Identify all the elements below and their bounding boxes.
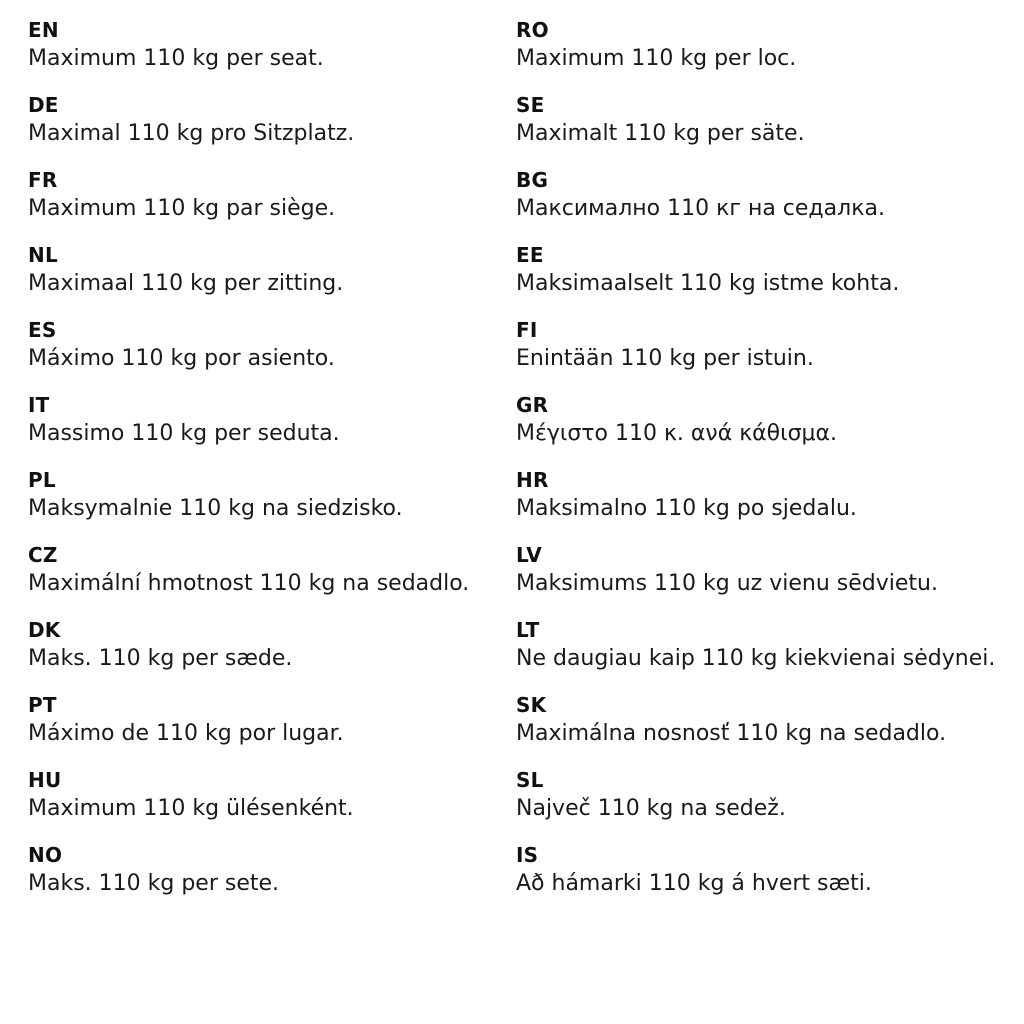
language-code: ES [28, 318, 57, 342]
language-text: Maks. 110 kg per sete. [28, 871, 280, 896]
language-text: Ne daugiau kaip 110 kg kiekvienai sėdynei. [516, 646, 996, 671]
language-text: Maximal 110 kg pro Sitzplatz. [28, 121, 355, 146]
language-entry [28, 168, 502, 224]
language-entry [28, 843, 502, 899]
language-code: IT [28, 393, 50, 417]
language-entry [516, 393, 1016, 449]
language-text: Maximální hmotnost 110 kg na sedadlo. [28, 571, 470, 596]
language-text: Maksimaalselt 110 kg istme kohta. [516, 271, 900, 296]
language-entry [28, 768, 502, 824]
language-entry [516, 843, 1016, 899]
language-entry [516, 543, 1016, 599]
language-column-left [24, 18, 512, 1014]
language-text: Največ 110 kg na sedež. [516, 796, 786, 821]
language-code: LV [516, 543, 542, 567]
language-entry [28, 318, 502, 374]
language-code: CZ [28, 543, 58, 567]
language-code: SL [516, 768, 544, 792]
language-text: Máximo de 110 kg por lugar. [28, 721, 344, 746]
language-entry [28, 618, 502, 674]
language-text: Maximálna nosnosť 110 kg na sedadlo. [516, 721, 947, 746]
language-code: IS [516, 843, 539, 867]
language-entry [28, 18, 502, 74]
language-code: RO [516, 18, 549, 42]
language-entry [28, 693, 502, 749]
language-entry [28, 93, 502, 149]
language-text: Enintään 110 kg per istuin. [516, 346, 814, 371]
language-entry [516, 93, 1016, 149]
language-code: NO [28, 843, 63, 867]
language-entry [516, 618, 1016, 674]
language-entry [28, 243, 502, 299]
language-text: Maximum 110 kg ülésenként. [28, 796, 354, 821]
language-column-right [516, 18, 1016, 899]
language-code: NL [28, 243, 58, 267]
language-entry [516, 693, 1016, 749]
language-text: Máximo 110 kg por asiento. [28, 346, 335, 371]
language-code: EN [28, 18, 59, 42]
language-code: HU [28, 768, 62, 792]
language-code: SK [516, 693, 547, 717]
language-code: DE [28, 93, 59, 117]
language-text: Maksimalno 110 kg po sjedalu. [516, 496, 857, 521]
language-entry [516, 168, 1016, 224]
language-code: GR [516, 393, 549, 417]
language-entry [516, 768, 1016, 824]
language-code: LT [516, 618, 540, 642]
language-entry [28, 468, 502, 524]
language-code: FI [516, 318, 538, 342]
language-code: PL [28, 468, 56, 492]
language-code: SE [516, 93, 545, 117]
language-text: Maximum 110 kg par siège. [28, 196, 336, 221]
language-text: Максимално 110 кг на седалка. [516, 196, 885, 221]
language-text: Massimo 110 kg per seduta. [28, 421, 340, 446]
language-code: PT [28, 693, 57, 717]
language-text: Maksymalnie 110 kg na siedzisko. [28, 496, 403, 521]
language-entry [28, 543, 502, 599]
language-entry [516, 18, 1016, 74]
language-text: Maksimums 110 kg uz vienu sēdvietu. [516, 571, 938, 596]
language-text: Maximaal 110 kg per zitting. [28, 271, 344, 296]
language-text: Að hámarki 110 kg á hvert sæti. [516, 871, 872, 896]
language-entry [516, 243, 1016, 299]
language-code: BG [516, 168, 549, 192]
language-entry [28, 393, 502, 449]
language-text: Μέγιστο 110 κ. ανά κάθισμα. [516, 421, 838, 446]
language-code: DK [28, 618, 61, 642]
language-code: EE [516, 243, 544, 267]
language-text: Maximum 110 kg per loc. [516, 46, 797, 71]
language-code: FR [28, 168, 58, 192]
language-text: Maximalt 110 kg per säte. [516, 121, 805, 146]
language-text: Maks. 110 kg per sæde. [28, 646, 293, 671]
language-entry [516, 318, 1016, 374]
language-text: Maximum 110 kg per seat. [28, 46, 324, 71]
language-entry [516, 468, 1016, 524]
language-code: HR [516, 468, 549, 492]
